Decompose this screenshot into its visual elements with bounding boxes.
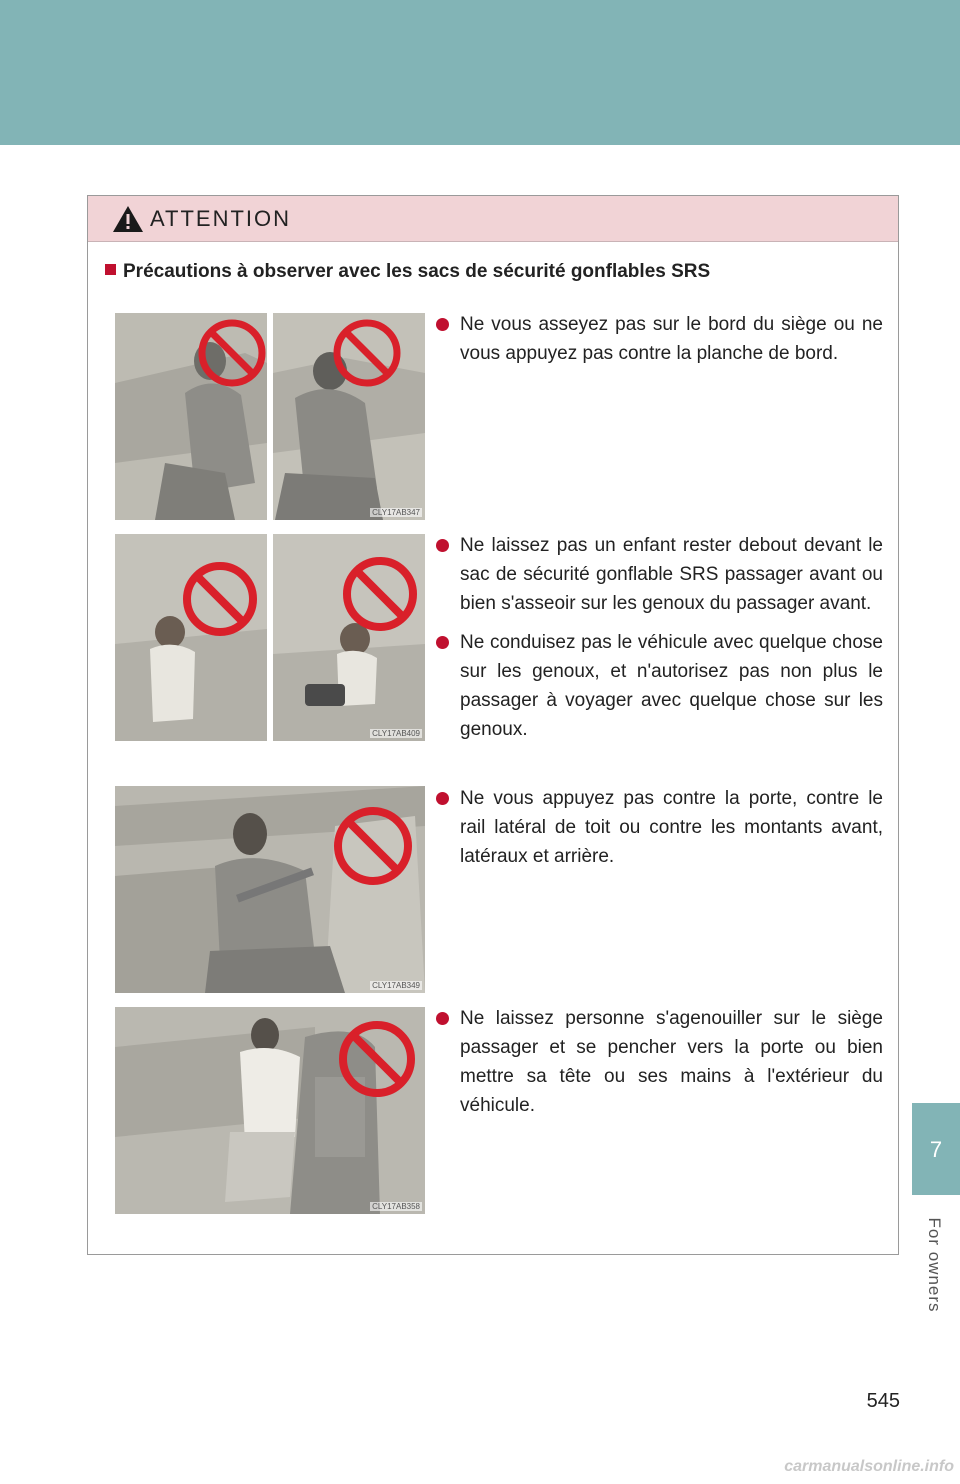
- image-code: CLY17AB409: [372, 729, 420, 738]
- chapter-number: 7: [929, 1137, 943, 1162]
- illustration-leaning-door: [115, 786, 425, 993]
- image-code: CLY17AB358: [372, 1202, 420, 1211]
- page-number: 545: [866, 1390, 900, 1412]
- bullet-item: Ne vous asseyez pas sur le bord du siège ou ne vous appuyez pas contre la planche de bord.: [433, 310, 883, 368]
- illustration-child-standing: [115, 534, 425, 741]
- row-3-text: [433, 784, 883, 871]
- illustration-edge-of-seat: [115, 313, 425, 520]
- bullet-item: Ne laissez personne s'agenouiller sur le siège passager et se pencher vers la porte ou bien mettre sa tête ou ses mains à l'extérieur du véhicule.: [433, 1004, 883, 1120]
- attention-box: [87, 195, 899, 1255]
- warning-triangle-icon: [111, 204, 145, 234]
- row-2-text: [433, 531, 883, 744]
- attention-title: ATTENTION: [150, 206, 292, 231]
- bullet-dot-icon: [436, 636, 449, 649]
- chapter-label: For owners: [925, 1217, 944, 1313]
- footer-watermark: carmanualsonline.info: [784, 1458, 954, 1475]
- illustration-kneeling-on-seat: [115, 1007, 425, 1214]
- bullet-dot-icon: [436, 318, 449, 331]
- row-4-text: [433, 1004, 883, 1120]
- bullet-dot-icon: [436, 1012, 449, 1025]
- row-1-text: [433, 310, 883, 368]
- top-color-band: [0, 0, 960, 145]
- bullet-item: Ne conduisez pas le véhicule avec quelque chose sur les genoux, et n'autorisez pas non plus le passager à voyager avec quelque chose sur les genoux.: [433, 628, 883, 744]
- section-heading: [105, 261, 710, 283]
- bullet-item: Ne vous appuyez pas contre la porte, contre le rail latéral de toit ou contre les montants avant, latéraux et arrière.: [433, 784, 883, 871]
- bullet-item: Ne laissez pas un enfant rester debout devant le sac de sécurité gonflable SRS passager avant ou bien s'asseoir sur les genoux du passager avant.: [433, 531, 883, 618]
- image-code: CLY17AB349: [372, 981, 420, 990]
- bullet-dot-icon: [436, 792, 449, 805]
- chapter-tab: [912, 1103, 960, 1195]
- section-heading-text: Précautions à observer avec les sacs de sécurité gonflables SRS: [123, 261, 711, 282]
- image-code: CLY17AB347: [372, 508, 420, 517]
- bullet-dot-icon: [436, 539, 449, 552]
- square-bullet-icon: [105, 264, 116, 275]
- attention-header: [88, 196, 898, 242]
